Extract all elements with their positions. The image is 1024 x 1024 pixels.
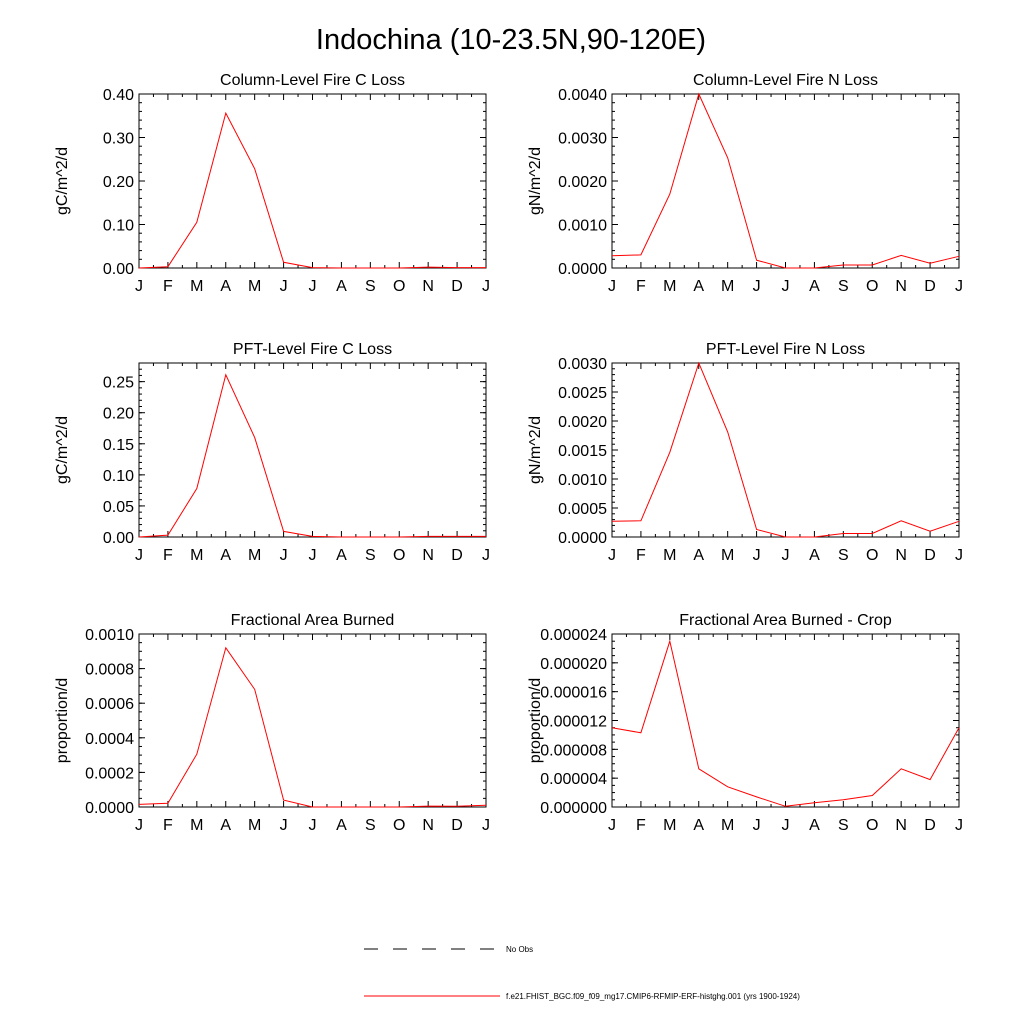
chart-panel <box>527 341 963 564</box>
figure-title: Indochina (10-23.5N,90-120E) <box>315 24 707 56</box>
x-tick-label: M <box>248 278 262 295</box>
plot-frame <box>139 94 486 268</box>
legend-label-no-obs: No Obs <box>506 945 534 954</box>
x-tick-label: O <box>393 817 406 834</box>
x-tick-label: M <box>721 547 735 564</box>
y-axis-label: gN/m^2/d <box>527 147 544 215</box>
x-tick-label: D <box>924 278 936 295</box>
y-tick-label: 0.0030 <box>558 130 607 148</box>
x-tick-label: O <box>393 547 406 564</box>
x-tick-label: N <box>895 817 907 834</box>
x-tick-label: F <box>636 278 646 295</box>
x-tick-label: J <box>482 547 490 564</box>
series-line <box>139 648 486 807</box>
series-line <box>612 94 959 268</box>
x-tick-label: F <box>636 817 646 834</box>
panel-title: Column-Level Fire N Loss <box>693 72 878 89</box>
y-axis-label: gC/m^2/d <box>54 416 71 484</box>
x-tick-label: M <box>190 278 204 295</box>
x-tick-label: D <box>924 817 936 834</box>
x-tick-label: A <box>809 547 820 564</box>
y-tick-label: 0.000008 <box>540 742 607 760</box>
x-tick-label: M <box>248 547 262 564</box>
x-tick-label: F <box>636 547 646 564</box>
chart-panel <box>527 72 963 295</box>
x-tick-label: J <box>135 547 143 564</box>
x-tick-label: A <box>336 278 347 295</box>
x-tick-label: J <box>752 817 761 834</box>
x-tick-label: N <box>422 547 434 564</box>
chart-panel <box>527 612 963 834</box>
y-axis-label: proportion/d <box>54 677 71 764</box>
x-tick-label: M <box>721 278 735 295</box>
y-tick-label: 0.0008 <box>85 661 134 679</box>
x-tick-label: J <box>781 278 790 295</box>
x-tick-label: S <box>837 278 849 295</box>
x-tick-label: N <box>422 278 434 295</box>
legend <box>364 945 800 1001</box>
x-tick-label: A <box>220 547 232 564</box>
x-tick-label: J <box>308 817 317 834</box>
x-tick-label: J <box>608 547 616 564</box>
plot-frame <box>612 94 959 268</box>
y-tick-label: 0.20 <box>102 405 134 423</box>
y-tick-label: 0.0020 <box>558 414 607 431</box>
y-tick-label: 0.0000 <box>558 261 607 278</box>
y-tick-label: 0.0020 <box>558 174 607 191</box>
y-axis-label: gC/m^2/d <box>54 147 71 215</box>
series-line <box>139 375 486 537</box>
x-tick-label: J <box>135 817 143 834</box>
panel-title: Column-Level Fire C Loss <box>220 72 405 89</box>
y-tick-label: 0.25 <box>102 374 134 392</box>
series-line <box>139 113 486 268</box>
panel-title: Fractional Area Burned <box>230 612 395 629</box>
x-tick-label: J <box>279 278 288 295</box>
x-tick-label: M <box>190 547 204 564</box>
x-tick-label: A <box>809 278 820 295</box>
x-tick-label: A <box>220 278 232 295</box>
plot-frame <box>139 634 486 807</box>
y-tick-label: 0.0015 <box>558 443 607 460</box>
x-tick-label: S <box>837 547 849 564</box>
y-tick-label: 0.0040 <box>558 87 607 104</box>
x-tick-label: M <box>190 817 204 834</box>
x-tick-label: O <box>866 817 879 834</box>
panel-title: PFT-Level Fire N Loss <box>705 341 866 358</box>
y-tick-label: 0.10 <box>102 217 134 235</box>
y-tick-label: 0.0010 <box>85 627 134 644</box>
x-tick-label: A <box>693 547 705 564</box>
x-tick-label: J <box>279 817 288 834</box>
y-tick-label: 0.000000 <box>540 800 607 817</box>
x-tick-label: J <box>279 547 288 564</box>
y-tick-label: 0.0025 <box>558 385 607 402</box>
x-tick-label: A <box>336 547 347 564</box>
y-tick-label: 0.05 <box>102 498 134 516</box>
plot-frame <box>612 363 959 537</box>
x-tick-label: J <box>482 817 490 834</box>
x-tick-label: J <box>955 817 963 834</box>
x-tick-label: F <box>163 817 173 834</box>
panel-title: PFT-Level Fire C Loss <box>232 341 393 358</box>
x-tick-label: J <box>955 547 963 564</box>
series-line <box>612 641 959 806</box>
x-tick-label: O <box>866 278 879 295</box>
x-tick-label: J <box>752 278 761 295</box>
x-tick-label: A <box>693 817 705 834</box>
y-tick-label: 0.0002 <box>85 765 134 783</box>
x-tick-label: A <box>809 817 820 834</box>
y-axis-label: proportion/d <box>527 677 544 764</box>
x-tick-label: S <box>364 547 376 564</box>
x-tick-label: D <box>451 547 463 564</box>
x-tick-label: F <box>163 278 173 295</box>
y-tick-label: 0.00 <box>102 530 134 547</box>
x-tick-label: O <box>866 547 879 564</box>
x-tick-label: S <box>837 817 849 834</box>
x-tick-label: J <box>308 547 317 564</box>
chart-panel <box>54 612 490 834</box>
y-tick-label: 0.000020 <box>540 655 607 673</box>
y-tick-label: 0.000016 <box>540 684 607 702</box>
y-tick-label: 0.0004 <box>85 730 134 748</box>
x-tick-label: J <box>781 817 790 834</box>
legend-label-model-run: f.e21.FHIST_BGC.f09_f09_mg17.CMIP6-RFMIP-ERF-histghg.001 (yrs 1900-1924) <box>506 992 800 1001</box>
x-tick-label: A <box>693 278 705 295</box>
x-tick-label: J <box>308 278 317 295</box>
y-tick-label: 0.000012 <box>540 713 607 731</box>
y-tick-label: 0.15 <box>102 436 134 454</box>
y-tick-label: 0.40 <box>102 87 134 104</box>
y-tick-label: 0.00 <box>102 261 134 278</box>
x-tick-label: M <box>663 547 677 564</box>
panel-title: Fractional Area Burned - Crop <box>679 612 892 629</box>
chart-panel <box>54 72 490 295</box>
x-tick-label: D <box>451 278 463 295</box>
x-tick-label: F <box>163 547 173 564</box>
x-tick-label: J <box>135 278 143 295</box>
x-tick-label: N <box>895 547 907 564</box>
x-tick-label: M <box>663 817 677 834</box>
x-tick-label: M <box>721 817 735 834</box>
x-tick-label: J <box>781 547 790 564</box>
y-tick-label: 0.000004 <box>540 771 607 789</box>
y-tick-label: 0.20 <box>102 174 134 191</box>
x-tick-label: O <box>393 278 406 295</box>
x-tick-label: J <box>482 278 490 295</box>
x-tick-label: S <box>364 278 376 295</box>
chart-panel <box>54 341 490 564</box>
y-tick-label: 0.0000 <box>558 530 607 547</box>
y-tick-label: 0.000024 <box>540 627 607 644</box>
y-tick-label: 0.0006 <box>85 696 134 714</box>
series-line <box>612 363 959 537</box>
x-tick-label: M <box>663 278 677 295</box>
y-tick-label: 0.0010 <box>558 472 607 489</box>
y-tick-label: 0.0030 <box>558 356 607 373</box>
x-tick-label: N <box>895 278 907 295</box>
plot-frame <box>139 363 486 537</box>
y-tick-label: 0.10 <box>102 467 134 485</box>
x-tick-label: J <box>608 278 616 295</box>
y-tick-label: 0.30 <box>102 130 134 148</box>
x-tick-label: N <box>422 817 434 834</box>
x-tick-label: A <box>336 817 347 834</box>
x-tick-label: M <box>248 817 262 834</box>
y-tick-label: 0.0010 <box>558 217 607 235</box>
x-tick-label: J <box>752 547 761 564</box>
y-tick-label: 0.0000 <box>85 800 134 817</box>
x-tick-label: J <box>608 817 616 834</box>
y-tick-label: 0.0005 <box>558 501 607 518</box>
x-tick-label: A <box>220 817 232 834</box>
x-tick-label: D <box>451 817 463 834</box>
x-tick-label: J <box>955 278 963 295</box>
x-tick-label: S <box>364 817 376 834</box>
x-tick-label: D <box>924 547 936 564</box>
chart-panels <box>54 72 963 834</box>
y-axis-label: gN/m^2/d <box>527 416 544 484</box>
